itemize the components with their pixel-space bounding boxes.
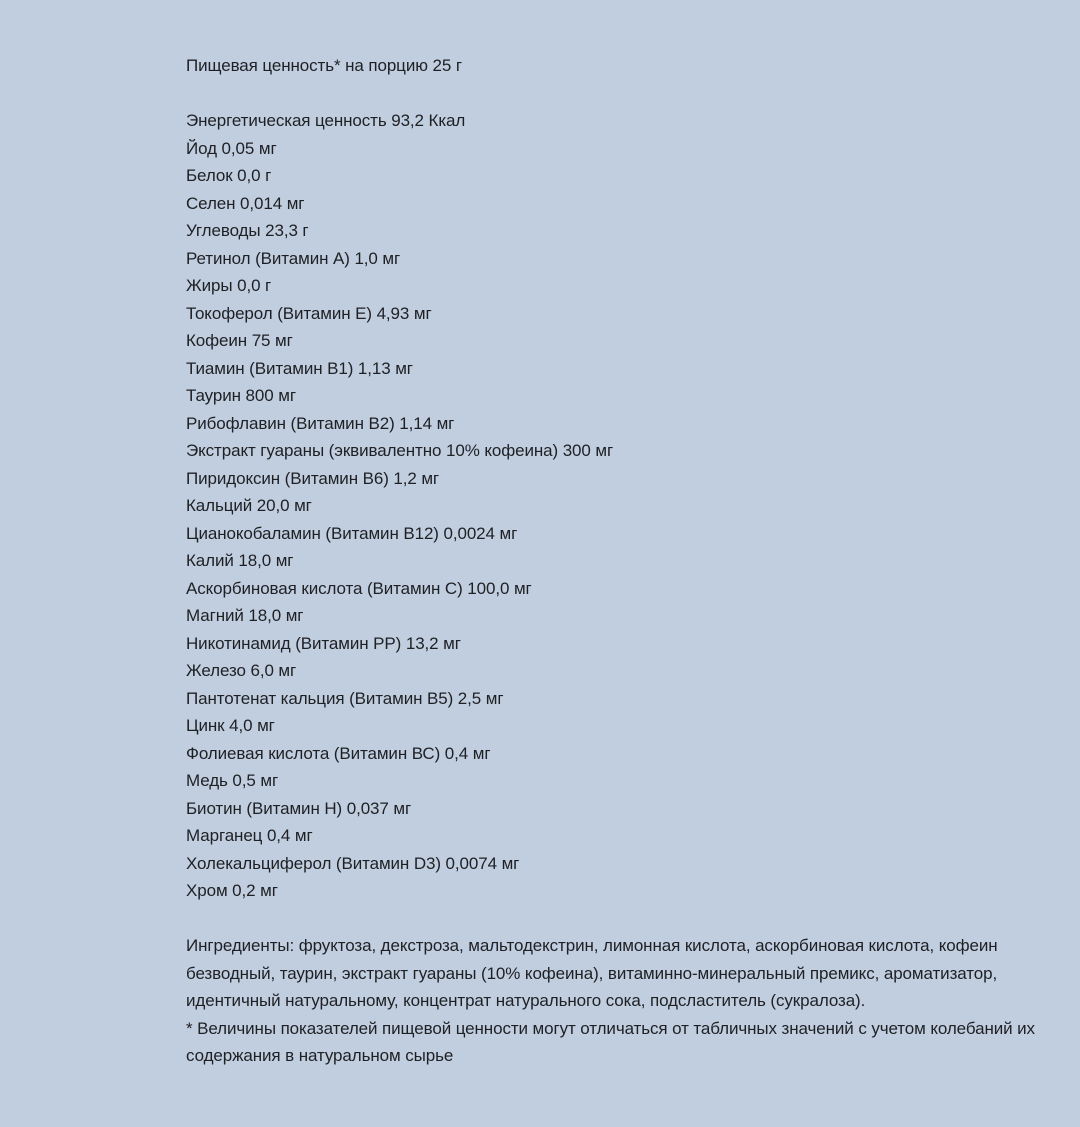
footnote-text: * Величины показателей пищевой ценности могут отличаться от табличных значений с учетом колебаний их содержания в натуральном сырье: [186, 1018, 1035, 1065]
nutrient-item: Биотин (Витамин Н) 0,037 мг: [186, 798, 412, 818]
nutrient-item: Хром 0,2 мг: [186, 881, 278, 900]
nutrient-item: Таурин 800 мг: [186, 386, 296, 405]
nutrient-item: Пиридоксин (Витамин В6) 1,2 мг: [186, 468, 440, 488]
nutrient-item: Никотинамид (Витамин РР) 13,2 мг: [186, 633, 461, 653]
nutrient-item: Кофеин 75 мг: [186, 331, 293, 350]
nutrient-item: Белок 0,0 г: [186, 166, 272, 185]
nutrient-item: Углеводы 23,3 г: [186, 221, 309, 240]
nutrient-item: Фолиевая кислота (Витамин ВС) 0,4 мг: [186, 743, 491, 763]
nutrient-item: Железо 6,0 мг: [186, 661, 297, 680]
nutrient-item: Жиры 0,0 г: [186, 276, 272, 295]
nutrition-info: [186, 52, 1046, 1070]
nutrient-item: Ретинол (Витамин А) 1,0 мг: [186, 248, 401, 268]
nutrient-item: Селен 0,014 мг: [186, 193, 305, 213]
nutrient-item: Экстракт гуараны (эквивалентно 10% кофеина) 300 мг: [186, 441, 614, 460]
nutrient-item: Цианокобаламин (Витамин В12) 0,0024 мг: [186, 523, 518, 543]
nutrient-item: Рибофлавин (Витамин В2) 1,14 мг: [186, 413, 455, 433]
nutrient-item: Медь 0,5 мг: [186, 771, 279, 790]
nutrient-item: Тиамин (Витамин В1) 1,13 мг: [186, 358, 413, 378]
nutrient-item: Токоферол (Витамин Е) 4,93 мг: [186, 303, 432, 323]
nutrition-heading: Пищевая ценность* на порцию 25 г: [186, 56, 462, 75]
nutrient-item: Кальций 20,0 мг: [186, 496, 312, 515]
ingredients-text: Ингредиенты: фруктоза, декстроза, мальтодекстрин, лимонная кислота, аскорбиновая кислота, кофеин безводный, таурин, экстракт гуараны (10% кофеина), витаминно-минеральный премикс, ароматизатор, идентичный натуральному, концентрат натурального сока, подсластитель (сукралоза).: [186, 936, 998, 1010]
nutrient-item: Цинк 4,0 мг: [186, 716, 275, 735]
nutrient-list: [186, 107, 1046, 905]
nutrient-item: Пантотенат кальция (Витамин В5) 2,5 мг: [186, 688, 504, 708]
nutrient-item: Холекальциферол (Витамин D3) 0,0074 мг: [186, 853, 520, 873]
nutrient-item: Магний 18,0 мг: [186, 606, 304, 625]
nutrient-item: Энергетическая ценность 93,2 Ккал: [186, 111, 466, 130]
nutrient-item: Йод 0,05 мг: [186, 138, 277, 158]
nutrient-item: Аскорбиновая кислота (Витамин С) 100,0 мг: [186, 578, 532, 598]
nutrient-item: Марганец 0,4 мг: [186, 826, 313, 845]
nutrient-item: Калий 18,0 мг: [186, 551, 294, 570]
